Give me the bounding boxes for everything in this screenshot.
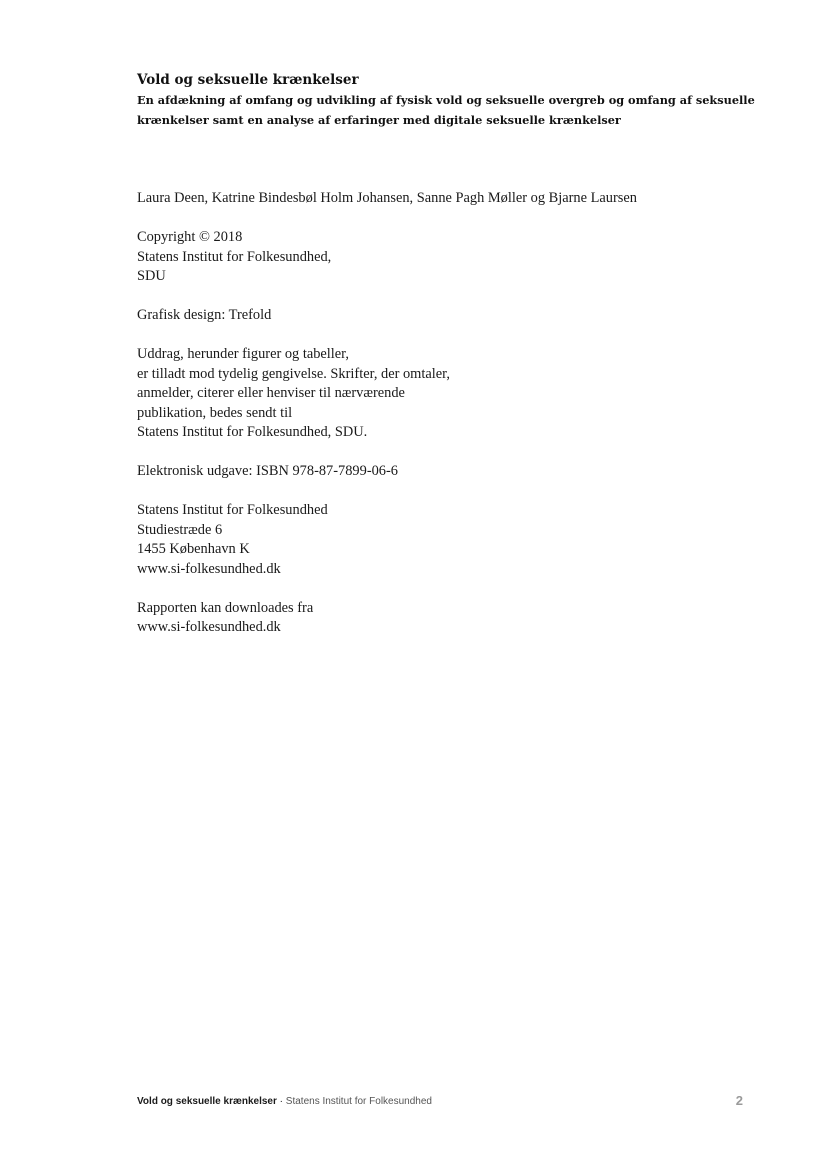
usage-note-line: anmelder, citerer eller henviser til nærværende: [137, 385, 405, 401]
download-website-link[interactable]: www.si-folkesundhed.dk: [137, 619, 281, 635]
footer-separator: ·: [276, 1096, 286, 1107]
page-footer: [137, 1096, 432, 1108]
content-area: [137, 71, 755, 638]
download-block: [137, 599, 737, 638]
address-line: Statens Institut for Folkesundhed: [137, 502, 328, 518]
page-title: Vold og seksuelle krænkelser: [137, 72, 359, 88]
address-block: [137, 501, 737, 579]
subtitle-line: krænkelser samt en analyse af erfaringer med digitale seksuelle krænkelser: [137, 113, 621, 127]
footer-institute: Statens Institut for Folkesundhed: [285, 1096, 432, 1107]
usage-note-block: [137, 345, 737, 443]
download-line: Rapporten kan downloades fra: [137, 599, 314, 616]
isbn-block: [137, 462, 737, 482]
page-subtitle: [137, 90, 755, 130]
address-website-link[interactable]: www.si-folkesundhed.dk: [137, 560, 281, 577]
design-credit-line: Grafisk design: Trefold: [137, 307, 272, 323]
design-credit: [137, 306, 737, 326]
copyright-line: Statens Institut for Folkesundhed,: [137, 248, 332, 265]
address-line: Studiestræde 6: [137, 521, 223, 538]
page-number: 2: [735, 1093, 743, 1108]
subtitle-line: En afdækning af omfang og udvikling af fysisk vold og seksuelle overgreb og omfang af seksuelle: [137, 93, 755, 107]
copyright-block: [137, 228, 737, 287]
usage-note-line: Uddrag, herunder figurer og tabeller,: [137, 346, 349, 362]
address-line: 1455 København K: [137, 541, 250, 557]
usage-note-line: publikation, bedes sendt til: [137, 404, 293, 421]
usage-note-line: Statens Institut for Folkesundhed, SDU.: [137, 424, 368, 440]
authors-line: Laura Deen, Katrine Bindesbøl Holm Johansen, Sanne Pagh Møller og Bjarne Laursen: [137, 190, 637, 206]
footer-report-title: Vold og seksuelle krænkelser: [137, 1096, 277, 1107]
copyright-line: Copyright © 2018: [137, 229, 243, 245]
usage-note-line: er tilladt mod tydelig gengivelse. Skrifter, der omtaler,: [137, 365, 450, 382]
copyright-line: SDU: [137, 268, 166, 284]
isbn-line: Elektronisk udgave: ISBN 978-87-7899-06-6: [137, 463, 398, 479]
